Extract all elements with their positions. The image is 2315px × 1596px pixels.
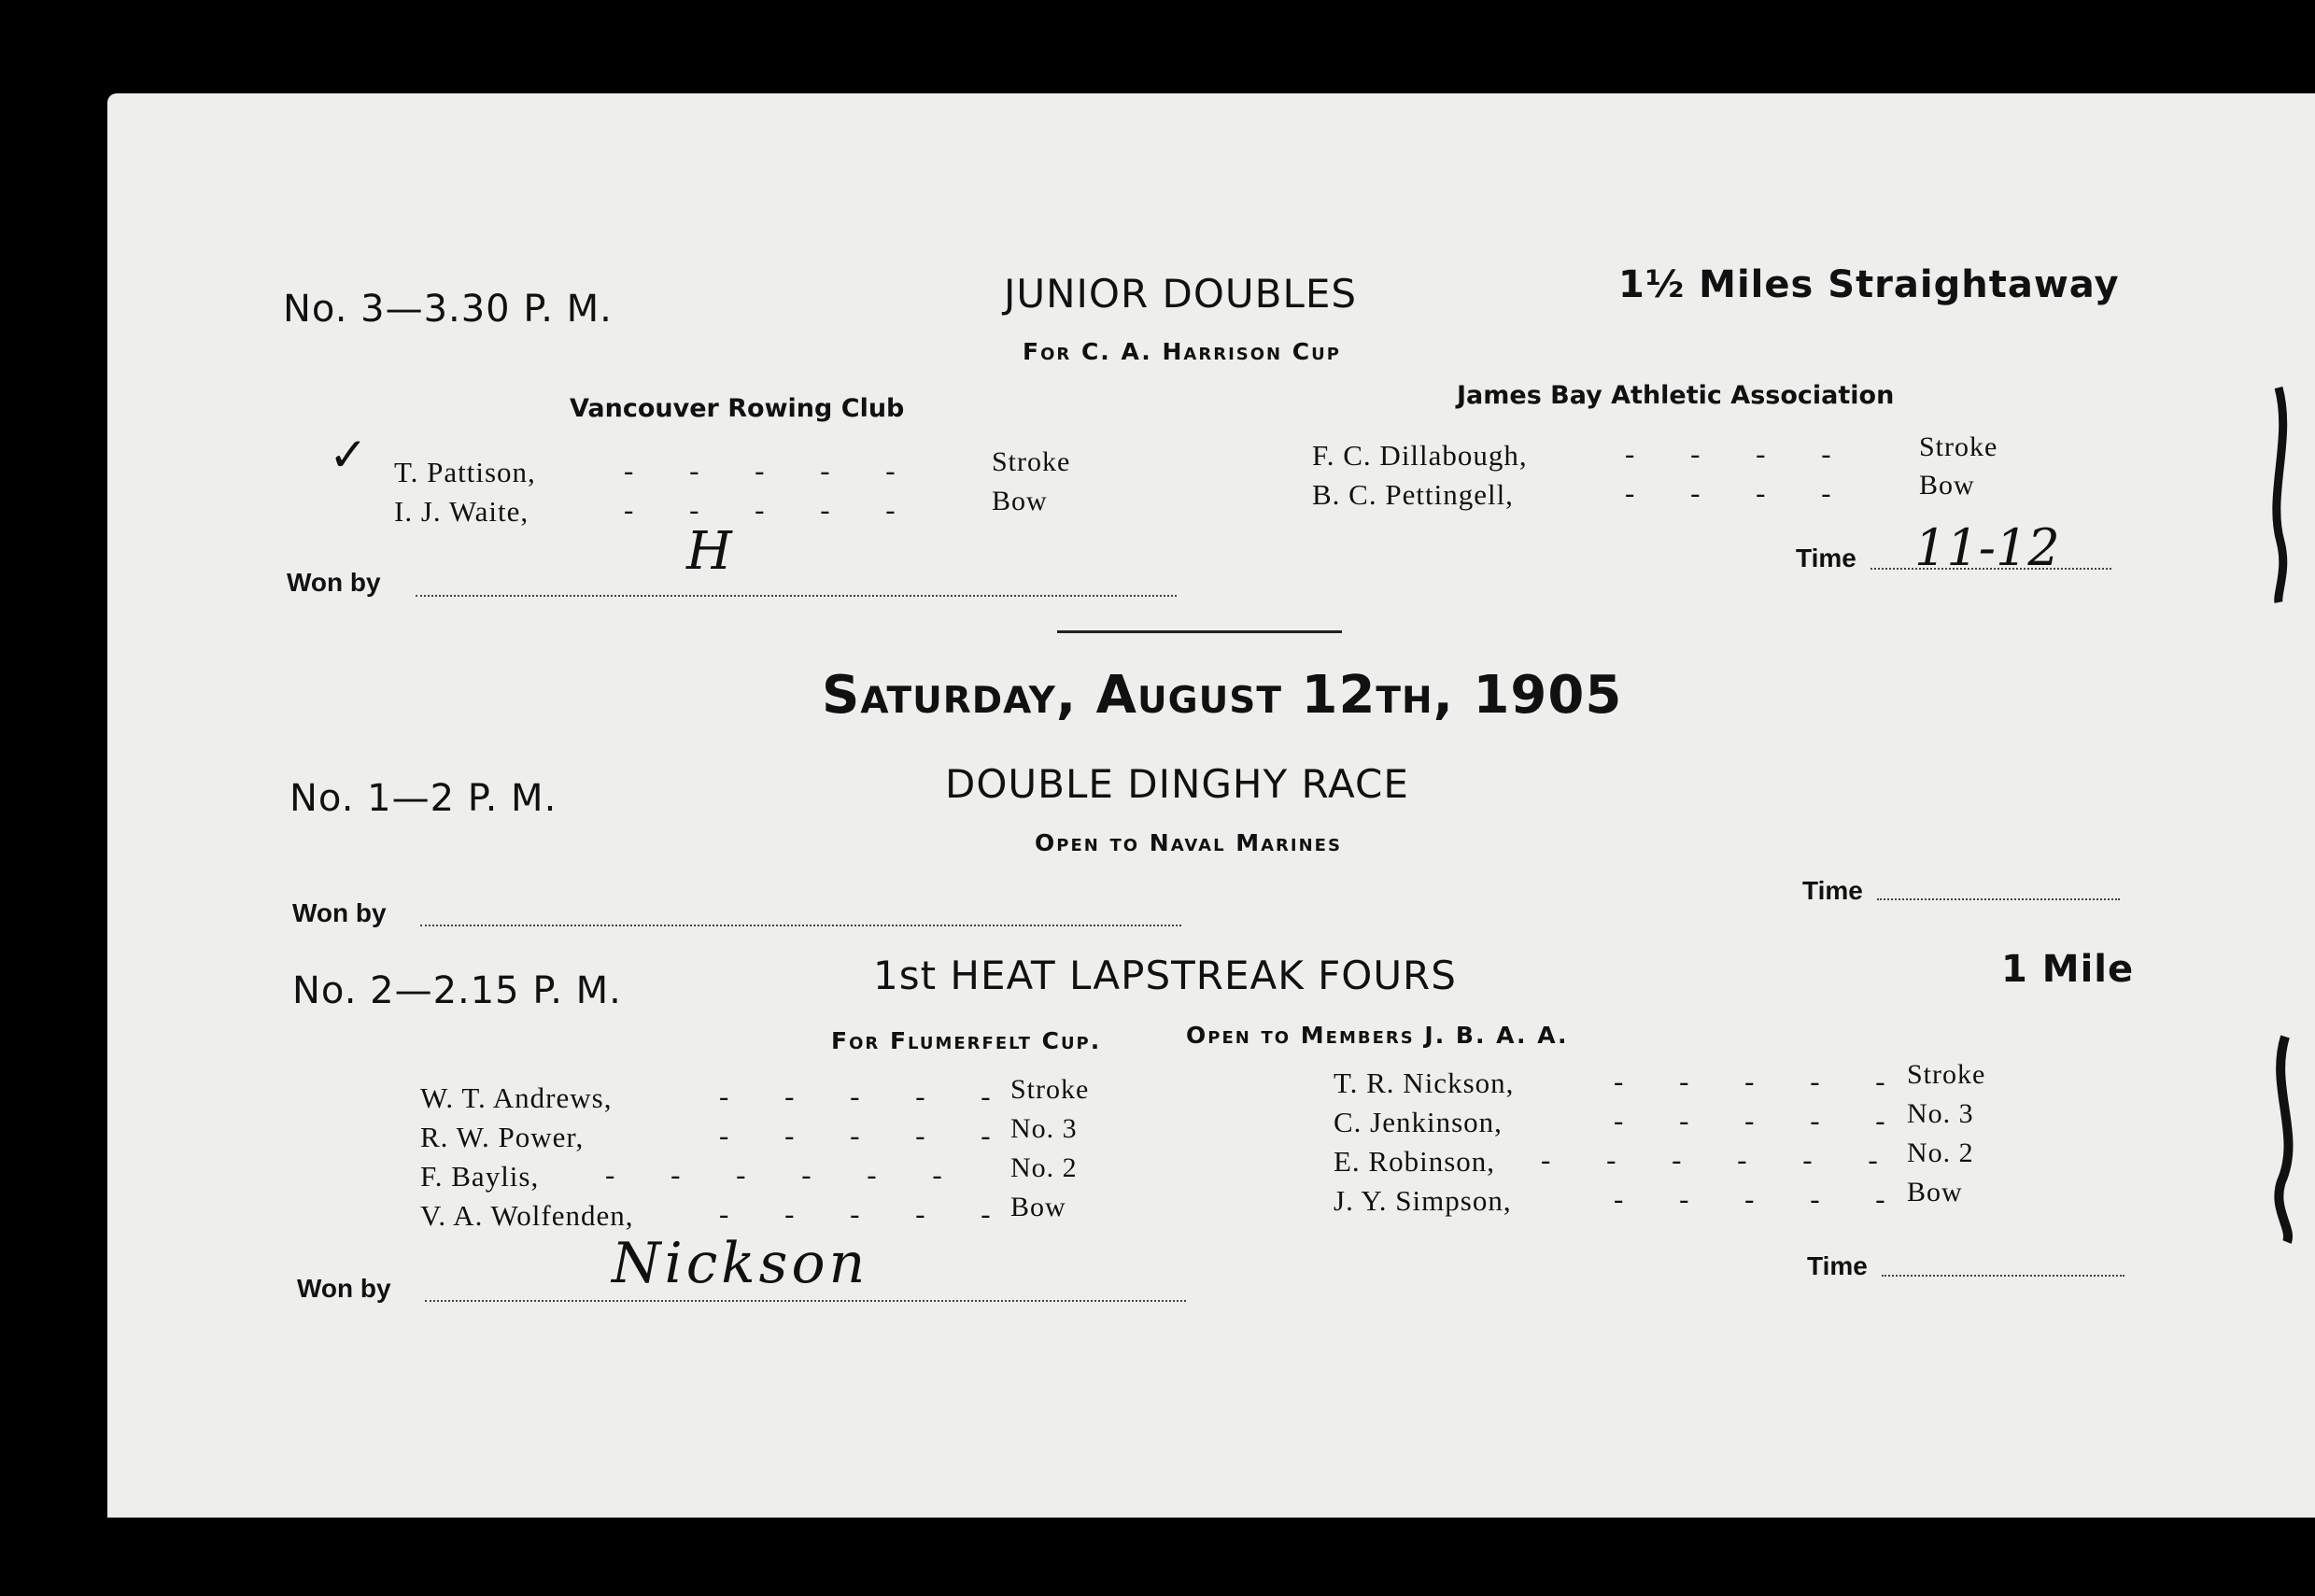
- race2-right-dots-2: - - - - -: [1614, 1104, 1885, 1137]
- race1-title: DOUBLE DINGHY RACE: [945, 761, 1409, 807]
- race1-won-by-label: Won by: [292, 898, 387, 927]
- race2-left-pos-3: No. 2: [1010, 1152, 1078, 1183]
- date-heading: Saturday, August 12th, 1905: [822, 665, 1623, 726]
- binding-mark-bottom: [2265, 1032, 2307, 1247]
- race2-right-pos-2: No. 3: [1907, 1098, 1974, 1129]
- race3-title: JUNIOR DOUBLES: [1004, 271, 1358, 317]
- race1-subtitle: Open to Naval Marines: [1035, 829, 1342, 856]
- race3-won-by-line: [416, 595, 1177, 597]
- race2-right-name-2: C. Jenkinson,: [1334, 1106, 1503, 1138]
- race3-left-dots-1: - - - - -: [624, 454, 896, 487]
- race2-left-name-2: R. W. Power,: [420, 1121, 585, 1153]
- section-divider: [1057, 630, 1342, 633]
- race3-left-club: Vancouver Rowing Club: [570, 394, 905, 423]
- race2-right-dots-4: - - - - -: [1614, 1182, 1885, 1215]
- binding-mark-top: [2260, 383, 2297, 607]
- race2-won-by-label: Won by: [297, 1274, 391, 1303]
- race2-left-dots-3: - - - - - -: [605, 1158, 942, 1191]
- race2-number: No. 2—2.15 P. M.: [292, 969, 622, 1012]
- race3-left-name-2: I. J. Waite,: [394, 495, 529, 528]
- race3-left-pos-1: Stroke: [992, 446, 1071, 477]
- race3-time-handwriting: 11-12: [1914, 518, 2060, 577]
- race3-right-pos-2: Bow: [1919, 470, 1975, 501]
- race2-left-dots-4: - - - - -: [719, 1197, 991, 1230]
- race2-left-pos-4: Bow: [1010, 1192, 1066, 1222]
- race3-right-name-2: B. C. Pettingell,: [1312, 478, 1514, 511]
- race1-number: No. 1—2 P. M.: [289, 777, 558, 820]
- race3-right-dots-2: - - - -: [1625, 476, 1831, 509]
- race3-number: No. 3—3.30 P. M.: [283, 288, 613, 331]
- race2-left-pos-2: No. 3: [1010, 1113, 1078, 1144]
- race3-right-name-1: F. C. Dillabough,: [1312, 439, 1528, 472]
- race2-subtitle-right: Open to Members J. B. A. A.: [1186, 1022, 1569, 1049]
- race3-right-club: James Bay Athletic Association: [1457, 381, 1895, 410]
- race2-time-label: Time: [1807, 1251, 1868, 1280]
- race3-left-dots-2: - - - - -: [624, 493, 896, 526]
- race2-right-dots-3: - - - - - -: [1541, 1143, 1878, 1176]
- race3-right-dots-1: - - - -: [1625, 437, 1831, 470]
- race3-subtitle: For C. A. Harrison Cup: [1023, 338, 1341, 365]
- race1-won-by-line: [420, 925, 1181, 926]
- race2-left-name-1: W. T. Andrews,: [420, 1081, 613, 1114]
- race2-left-name-3: F. Baylis,: [420, 1160, 540, 1193]
- race2-left-dots-1: - - - - -: [719, 1080, 991, 1112]
- race3-time-label: Time: [1796, 544, 1856, 572]
- race3-left-pos-2: Bow: [992, 486, 1048, 516]
- race2-won-by-handwriting: Nickson: [612, 1231, 869, 1296]
- race3-left-name-1: T. Pattison,: [394, 456, 536, 488]
- race1-time-line: [1877, 898, 2120, 900]
- race2-right-pos-3: No. 2: [1907, 1137, 1974, 1168]
- race3-distance: 1½ Miles Straightaway: [1618, 263, 2120, 306]
- race2-left-name-4: V. A. Wolfenden,: [420, 1199, 634, 1232]
- race2-time-line: [1882, 1275, 2124, 1277]
- race2-right-dots-1: - - - - -: [1614, 1065, 1885, 1097]
- race2-title: 1st HEAT LAPSTREAK FOURS: [873, 953, 1457, 998]
- race2-right-pos-1: Stroke: [1907, 1059, 1986, 1090]
- race2-right-name-4: J. Y. Simpson,: [1334, 1184, 1512, 1217]
- race2-left-dots-2: - - - - -: [719, 1119, 991, 1151]
- race3-won-by-handwriting: H: [686, 521, 732, 582]
- race2-distance: 1 Mile: [2001, 948, 2135, 991]
- race2-right-name-1: T. R. Nickson,: [1334, 1066, 1515, 1099]
- race2-right-name-3: E. Robinson,: [1334, 1145, 1496, 1178]
- race3-won-by-label: Won by: [287, 568, 381, 597]
- race3-right-pos-1: Stroke: [1919, 431, 1998, 462]
- race1-time-label: Time: [1802, 876, 1863, 905]
- race2-won-by-line: [425, 1300, 1186, 1302]
- race2-left-pos-1: Stroke: [1010, 1074, 1090, 1105]
- check-mark: ✓: [329, 428, 368, 482]
- race2-subtitle-left: For Flumerfelt Cup.: [831, 1027, 1102, 1054]
- race2-right-pos-4: Bow: [1907, 1177, 1963, 1208]
